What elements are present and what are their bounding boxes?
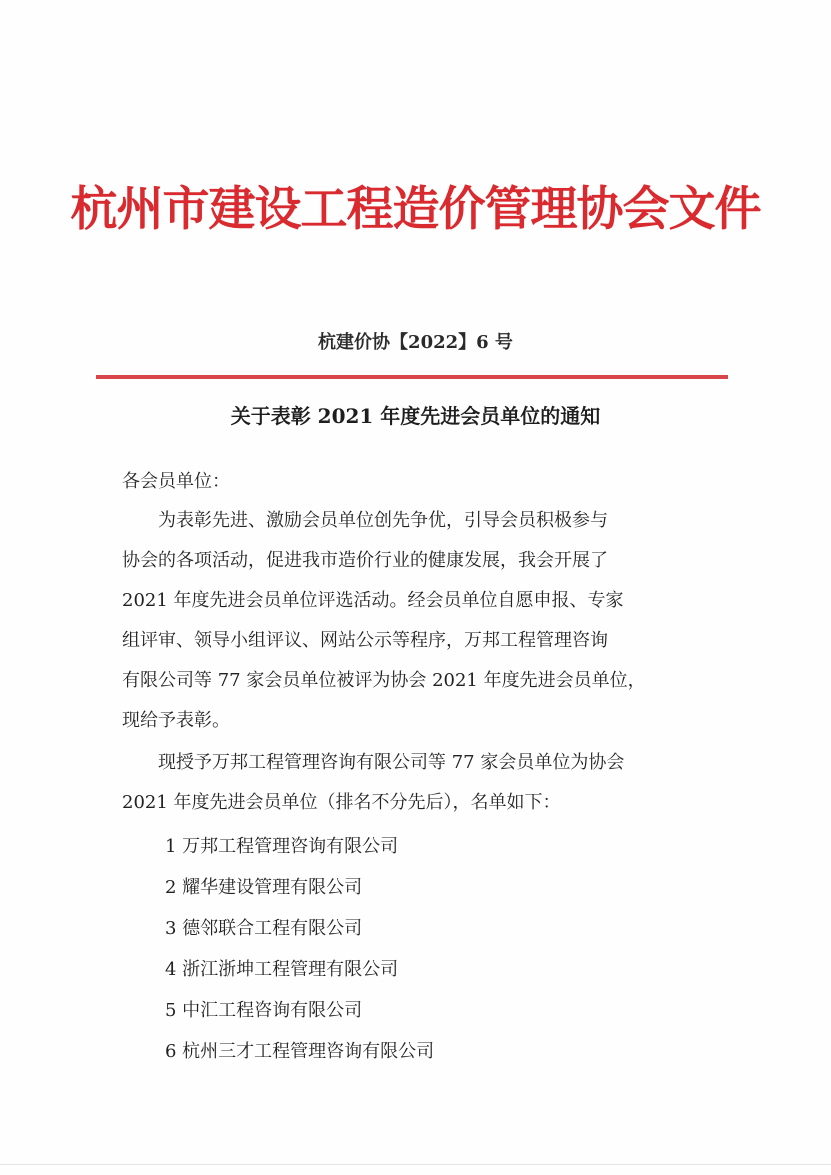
red-divider-line xyxy=(96,375,728,379)
body-paragraph-2 xyxy=(122,743,624,823)
paragraph-line: 2021 年度先进会员单位（排名不分先后），名单如下： xyxy=(122,792,561,813)
body-paragraph-1 xyxy=(122,501,646,741)
company-list xyxy=(165,826,434,1072)
notice-title: 关于表彰 2021 年度先进会员单位的通知 xyxy=(230,404,601,428)
paragraph-line: 现授予万邦工程管理咨询有限公司等 77 家会员单位为协会 xyxy=(122,752,625,773)
paragraph-line: 2021 年度先进会员单位评选活动。经会员单位自愿申报、专家 xyxy=(122,590,624,611)
document-header-title: 杭州市建设工程造价管理协会文件 xyxy=(70,182,761,237)
paragraph-line: 有限公司等 77 家会员单位被评为协会 2021 年度先进会员单位， xyxy=(122,670,646,691)
document-number: 杭建价协【2022】6 号 xyxy=(318,332,513,353)
paragraph-line: 组评审、领导小组评议、网站公示等程序，万邦工程管理咨询 xyxy=(122,630,608,651)
list-item: 6 杭州三才工程管理咨询有限公司 xyxy=(165,1041,435,1062)
salutation: 各会员单位： xyxy=(122,471,230,492)
list-item: 4 浙江浙坤工程管理有限公司 xyxy=(165,959,399,980)
paragraph-line: 协会的各项活动，促进我市造价行业的健康发展，我会开展了 xyxy=(122,550,608,571)
paragraph-line: 现给予表彰。 xyxy=(122,710,230,731)
page-bottom-edge xyxy=(0,1164,831,1165)
list-item: 3 德邻联合工程有限公司 xyxy=(165,918,363,939)
paragraph-line: 为表彰先进、激励会员单位创先争优，引导会员积极参与 xyxy=(122,510,608,531)
list-item: 1 万邦工程管理咨询有限公司 xyxy=(165,836,399,857)
list-item: 5 中汇工程咨询有限公司 xyxy=(165,1000,363,1021)
list-item: 2 耀华建设管理有限公司 xyxy=(165,877,363,898)
